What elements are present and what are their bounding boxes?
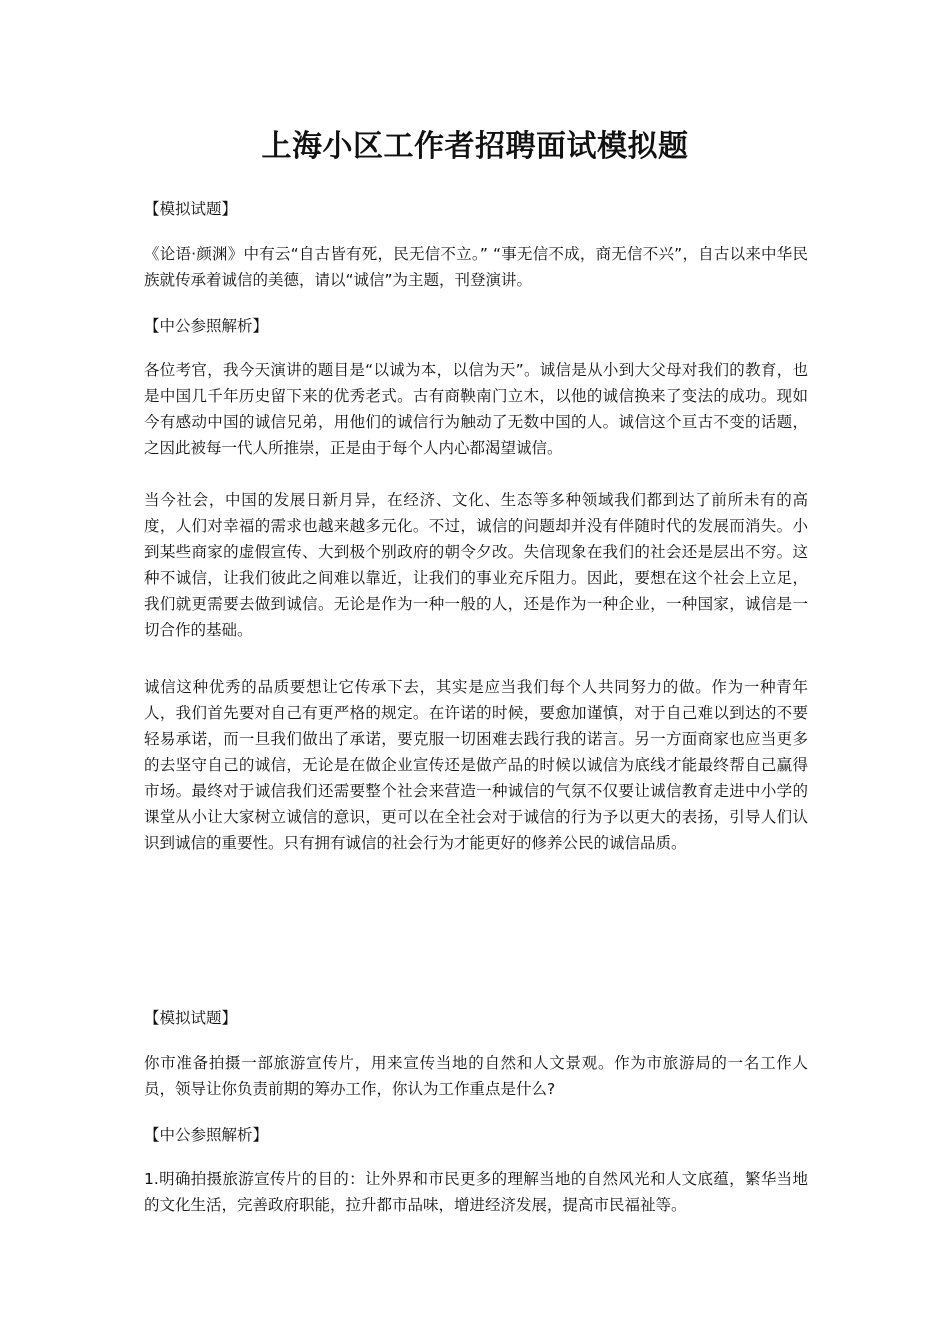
section1-analysis-label: 【中公参照解析】 <box>144 317 269 335</box>
section1-paragraph-3: 诚信这种优秀的品质要想让它传承下去，其实是应当我们每个人共同努力的做。作为一种青年人，我们首先要对自己有更严格的规定。在许诺的时候，要愈加谨慎，对于自己难以到达的不要轻易承诺，而一旦我们做出了承诺，要克服一切困难去践行我的诺言。另一方面商家也应当更多的去坚守自己的诚信，无论是在做企业宣传还是做产品的时候以诚信为底线才能最终帮自己赢得市场。最终对于诚信我们还需要整个社会来营造一种诚信的气氛不仅要让诚信教育走进中小学的课堂从小让大家树立诚信的意识，更可以在全社会对于诚信的行为予以更大的表扬，引导人们认识到诚信的重要性。只有拥有诚信的社会行为才能更好的修养公民的诚信品质。 <box>144 678 808 852</box>
section2-question-label: 【模拟试题】 <box>144 1009 238 1027</box>
section2-question: 你市准备拍摄一部旅游宣传片，用来宣传当地的自然和人文景观。作为市旅游局的一名工作人员，领导让你负责前期的筹办工作，你认为工作重点是什么? <box>144 1054 808 1098</box>
document-title: 上海小区工作者招聘面试模拟题 <box>261 129 689 164</box>
section1-question: 《论语·颜渊》中有云“自古皆有死，民无信不立。” “事无信不成，商无信不兴”，自古以来中华民族就传承着诚信的美德，请以“诚信”为主题，刊登演讲。 <box>144 245 808 289</box>
section1-question-label: 【模拟试题】 <box>144 200 238 218</box>
section1-paragraph-1: 各位考官，我今天演讲的题目是“以诚为本，以信为天”。诚信是从小到大父母对我们的教育，也是中国几千年历史留下来的优秀老式。古有商鞅南门立木，以他的诚信换来了变法的成功。现如今有感动中国的诚信兄弟，用他们的诚信行为触动了无数中国的人。诚信这个亘古不变的话题，之因此被每一代人所推崇，正是由于每个人内心都渴望诚信。 <box>144 361 808 457</box>
section1-paragraph-2: 当今社会，中国的发展日新月异，在经济、文化、生态等多种领域我们都到达了前所未有的高度，人们对幸福的需求也越来越多元化。不过，诚信的问题却并没有伴随时代的发展而消失。小到某些商家的虚假宣传、大到极个别政府的朝令夕改。失信现象在我们的社会还是层出不穷。这种不诚信，让我们彼此之间难以靠近，让我们的事业充斥阻力。因此，要想在这个社会上立足，我们就更需要去做到诚信。无论是作为一种一般的人，还是作为一种企业，一种国家，诚信是一切合作的基础。 <box>144 491 808 639</box>
section2-paragraph-1: 1.明确拍摄旅游宣传片的目的：让外界和市民更多的理解当地的自然风光和人文底蕴，繁华当地的文化生活，完善政府职能，拉升都市品味，增进经济发展，提高市民福祉等。 <box>144 1170 808 1214</box>
section2-analysis-label: 【中公参照解析】 <box>144 1126 269 1144</box>
